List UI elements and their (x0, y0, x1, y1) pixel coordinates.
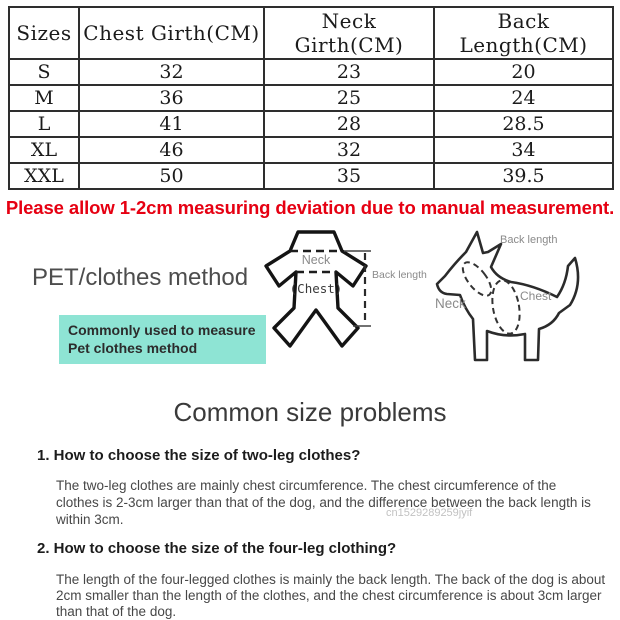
answer-2-line2: 2cm smaller than the length of the clothes, and the chest circumference is about 3cm larger (56, 588, 602, 603)
method-note-line2: Pet clothes method (68, 340, 198, 357)
cell-size: S (9, 59, 79, 85)
garment-back-length-label: Back length (372, 269, 427, 281)
dog-chest-label: Chest (520, 289, 552, 303)
answer-1-line3: within 3cm. (56, 512, 124, 527)
dog-measure-diagram (427, 224, 605, 372)
cell-chest: 41 (79, 111, 264, 137)
table-row (9, 137, 613, 163)
section-title: Common size problems (173, 397, 447, 427)
cell-size: M (9, 85, 79, 111)
answer-1-line2: clothes is 2-3cm larger than that of the dog, and the difference between the back length is (56, 495, 591, 510)
answer-2-line1: The length of the four-legged clothes is mainly the back length. The back of the dog is about (56, 572, 606, 587)
cell-size: XXL (9, 163, 79, 189)
deviation-note: Please allow 1-2cm measuring deviation due to manual measurement. (5, 197, 615, 218)
method-note-box (59, 315, 266, 364)
cell-size: L (9, 111, 79, 137)
table-row (9, 111, 613, 137)
cell-chest: 32 (79, 59, 264, 85)
answer-1 (56, 477, 591, 528)
table-row (9, 85, 613, 111)
cell-neck: 25 (264, 85, 434, 111)
cell-chest: 50 (79, 163, 264, 189)
table-header-row (9, 7, 613, 59)
cell-neck: 23 (264, 59, 434, 85)
garment-neck-label: Neck (301, 253, 331, 267)
clothes-measure-diagram (252, 226, 432, 368)
dog-neck-label: Neck (435, 296, 466, 311)
cell-back: 28.5 (434, 111, 613, 137)
size-chart-table (8, 6, 614, 190)
cell-back: 39.5 (434, 163, 613, 189)
answer-1-line1: The two-leg clothes are mainly chest circumference. The chest circumference of the (56, 478, 557, 493)
cell-neck: 28 (264, 111, 434, 137)
header-back-length: Back Length(CM) (434, 7, 613, 59)
cell-chest: 36 (79, 85, 264, 111)
header-neck-girth: Neck Girth(CM) (264, 7, 434, 59)
cell-neck: 32 (264, 137, 434, 163)
cell-back: 20 (434, 59, 613, 85)
dog-back-length-label: Back length (500, 234, 558, 246)
answer-2-line3: than that of the dog. (56, 604, 177, 619)
garment-chest-label: (Chest) (289, 281, 343, 296)
table-row (9, 163, 613, 189)
cell-size: XL (9, 137, 79, 163)
method-note-line1: Commonly used to measure (68, 322, 256, 338)
cell-chest: 46 (79, 137, 264, 163)
cell-back: 34 (434, 137, 613, 163)
question-1: 1. How to choose the size of two-leg clothes? (37, 447, 361, 464)
header-sizes: Sizes (9, 7, 79, 59)
cell-neck: 35 (264, 163, 434, 189)
watermark: cn1529289259jyif (386, 507, 473, 519)
table-row (9, 59, 613, 85)
cell-back: 24 (434, 85, 613, 111)
answer-2 (56, 572, 605, 620)
method-title: PET/clothes method (32, 264, 249, 291)
header-chest-girth: Chest Girth(CM) (79, 7, 264, 59)
question-2: 2. How to choose the size of the four-leg clothing? (37, 540, 397, 557)
